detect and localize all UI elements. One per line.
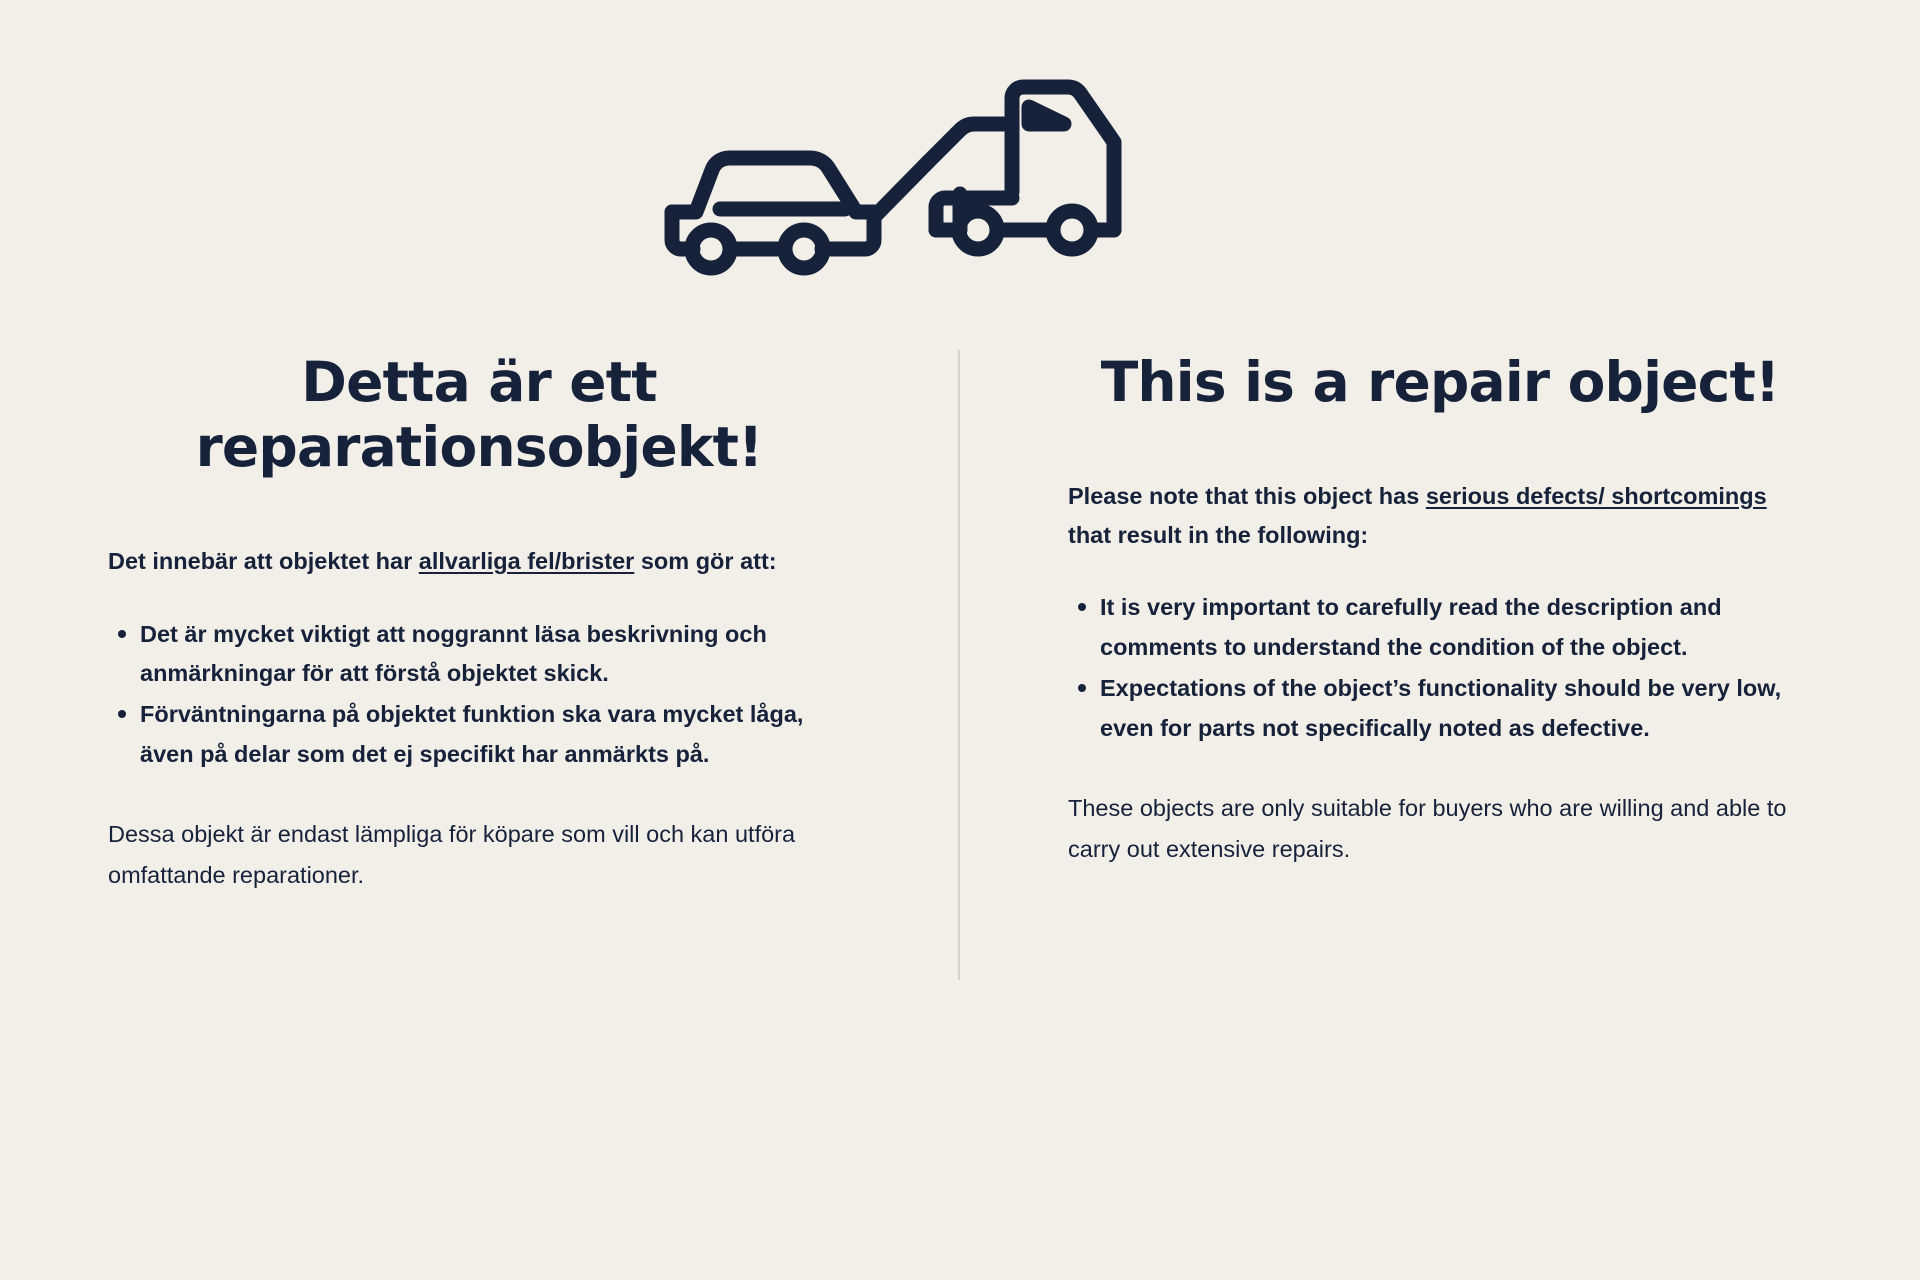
lead-text-underlined-swedish: allvarliga fel/brister: [418, 547, 635, 574]
lead-text-underlined-english: serious defects/ shortcomings: [1425, 482, 1767, 509]
closing-paragraph-english: These objects are only suitable for buyers who are willing and able to carry out extensive repairs.: [1068, 795, 1787, 862]
lead-text-before-swedish: Det innebär att objektet har: [108, 547, 419, 574]
list-item: It is very important to carefully read the description and comments to understand the condition of the object.: [1100, 588, 1812, 667]
lead-paragraph-swedish: [108, 542, 850, 581]
tow-truck-towing-car-icon: [660, 62, 1260, 292]
bullet-list-english: [1068, 588, 1812, 748]
illustration-container: [0, 62, 1920, 292]
bullet-list-swedish: [108, 615, 850, 775]
list-item: Förväntningarna på objektet funktion ska vara mycket låga, även på delar som det ej specifikt har anmärkts på.: [140, 695, 850, 774]
column-swedish: [0, 350, 960, 980]
lead-paragraph-english: [1068, 477, 1812, 555]
two-column-content: [0, 350, 1920, 980]
column-english: [960, 350, 1920, 869]
lead-text-after-english: that result in the following:: [1068, 521, 1369, 548]
page-title-swedish: Detta är ett reparationsobjekt!: [195, 350, 763, 479]
list-item: Expectations of the object’s functionality should be very low, even for parts not specifically noted as defective.: [1100, 669, 1812, 748]
list-item: Det är mycket viktigt att noggrannt läsa beskrivning och anmärkningar för att förstå objektet skick.: [140, 615, 850, 694]
lead-text-after-swedish: som gör att:: [634, 547, 777, 574]
lead-text-before-english: Please note that this object has: [1068, 482, 1426, 509]
page-title-english: This is a repair object!: [1100, 350, 1780, 414]
closing-paragraph-swedish: Dessa objekt är endast lämpliga för köpare som vill och kan utföra omfattande reparationer.: [108, 821, 796, 888]
